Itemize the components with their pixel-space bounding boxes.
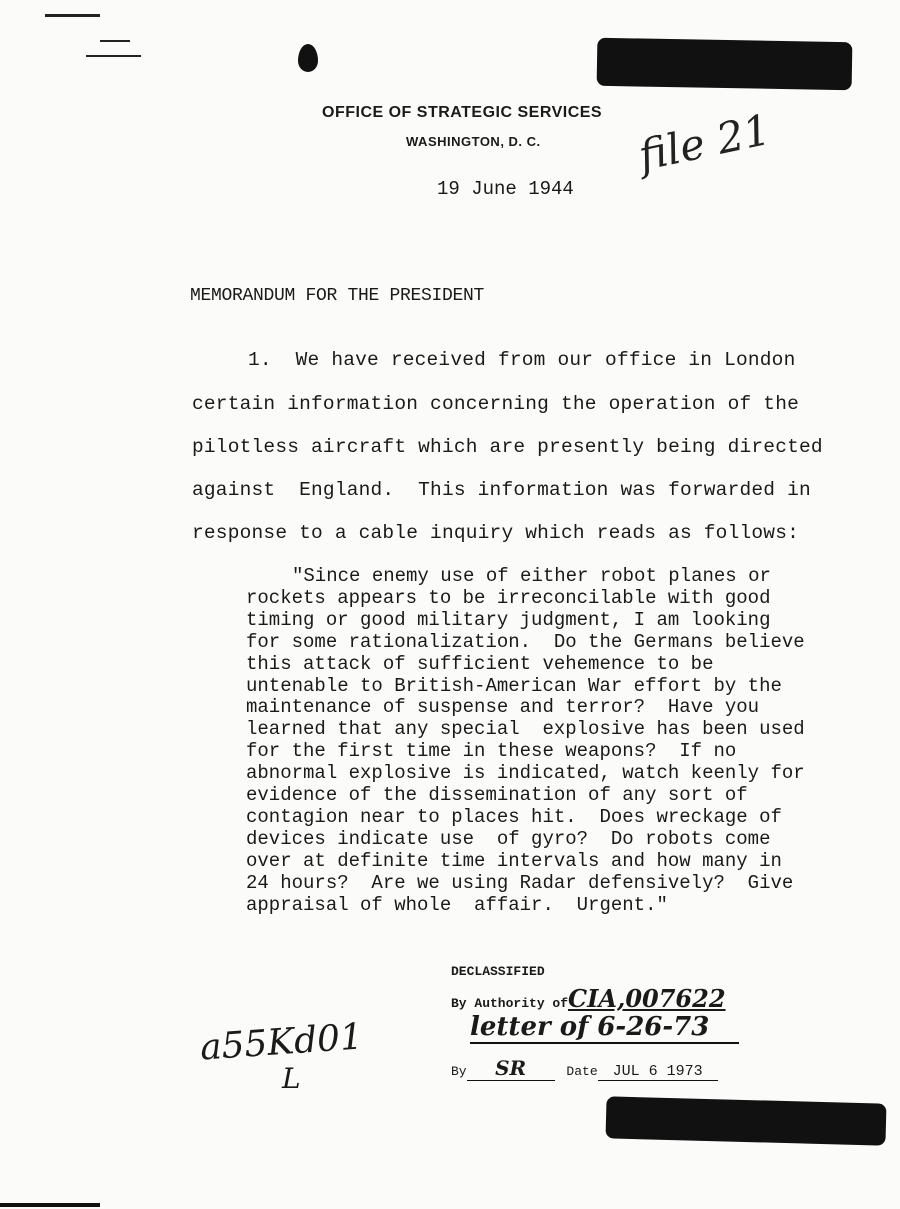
margin-mark-top	[45, 14, 100, 17]
paragraph-line: against England. This information was forwarded in	[192, 479, 811, 501]
paragraph-line: 1. We have received from our office in London	[248, 349, 796, 371]
margin-mark-long	[86, 55, 141, 57]
quote-line: maintenance of suspense and terror? Have you	[246, 696, 760, 719]
bottom-rule	[0, 1203, 100, 1207]
by-label: By	[451, 1064, 467, 1079]
margin-mark-short	[100, 40, 130, 42]
letterhead-location: WASHINGTON, D. C.	[406, 134, 541, 149]
quote-line: contagion near to places hit. Does wreckage of	[246, 805, 782, 828]
handwritten-reference: a55Kd01	[198, 1016, 365, 1069]
redaction-bar-bottom	[605, 1096, 886, 1145]
ink-drop	[298, 44, 318, 72]
handwritten-file-note: file 21	[634, 104, 775, 181]
quote-line: devices indicate use of gyro? Do robots come	[246, 827, 771, 850]
letterhead-office: OFFICE OF STRATEGIC SERVICES	[322, 104, 603, 121]
quoted-cable	[246, 566, 805, 917]
quote-line: untenable to British-American War effort by the	[246, 674, 782, 697]
quote-line: for the first time in these weapons? If no	[246, 740, 737, 763]
quote-line: this attack of sufficient vehemence to be	[246, 652, 714, 675]
quote-line: abnormal explosive is indicated, watch keenly for	[246, 762, 805, 785]
declassified-heading: DECLASSIFIED	[451, 964, 545, 979]
quote-line: evidence of the dissemination of any sort of	[246, 784, 748, 807]
quote-line: rockets appears to be irreconcilable with good	[246, 586, 771, 609]
date-label: Date	[566, 1064, 598, 1079]
quote-line: for some rationalization. Do the Germans believe	[246, 630, 805, 653]
memo-date: 19 June 1944	[437, 178, 574, 200]
quote-line: appraisal of whole affair. Urgent."	[246, 893, 668, 916]
paragraph-line: pilotless aircraft which are presently being directed	[192, 436, 823, 458]
declassified-authority	[451, 984, 726, 1013]
by-value: SR	[467, 1056, 555, 1081]
declassified-letter-line: letter of 6-26-73	[470, 1012, 739, 1044]
declassified-by-line	[451, 1056, 718, 1081]
quote-line: "Since enemy use of either robot planes or	[292, 565, 771, 587]
memo-title: MEMORANDUM FOR THE PRESIDENT	[190, 286, 485, 306]
quote-line: over at definite time intervals and how many in	[246, 849, 782, 872]
quote-line: 24 hours? Are we using Radar defensively? Give	[246, 871, 794, 894]
quote-line: learned that any special explosive has been used	[246, 718, 805, 741]
paragraph-line: certain information concerning the operation of the	[192, 393, 799, 415]
redaction-bar-top	[597, 38, 853, 90]
quote-line: timing or good military judgment, I am looking	[246, 608, 771, 631]
date-value: JUL 6 1973	[598, 1063, 718, 1081]
authority-value: CIA,007622	[568, 984, 726, 1013]
paragraph-line: response to a cable inquiry which reads as follows:	[192, 522, 799, 544]
authority-label: By Authority of	[451, 996, 569, 1011]
handwritten-reference-mark: L	[282, 1062, 301, 1095]
